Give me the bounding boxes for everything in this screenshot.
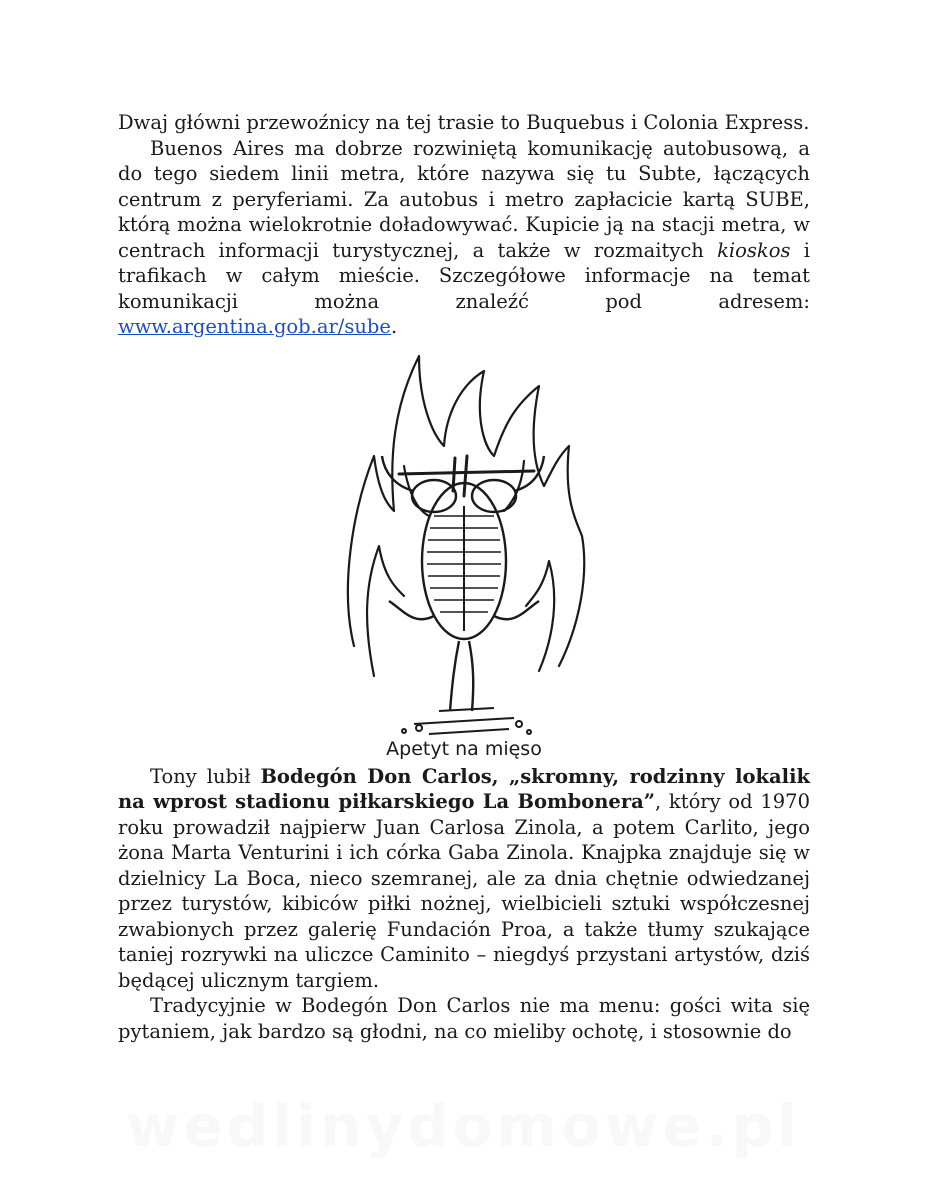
asado-illustration [334, 346, 594, 741]
paragraph-bodegon [118, 764, 810, 994]
sube-link[interactable]: www.argentina.gob.ar/sube [118, 315, 391, 338]
paragraph-transport-operators [118, 110, 810, 136]
paragraph-text: Dwaj główni przewoźnicy na tej trasie to Buquebus i Colonia Express. [118, 111, 810, 134]
figure-caption: Apetyt na mięso [386, 737, 542, 760]
paragraph-text: , który od 1970 roku prowadził najpierw Juan Carlosa Zinola, a potem Carlito, jego żona Marta Venturini i ich córka Gaba Zinola. Knajpka znajduje się w dzielnicy La Boca, nieco szemranej, ale za dnia chętnie odwiedzanej przez turystów, kibiców piłki nożnej, wielbicieli sztuki współczesnej zwabionych przez galerię Fundación Proa, a także tłumy szukające taniej rozrywki na uliczce Caminito – niegdyś przystani artystów, dziś będącej ulicznym targiem. [118, 790, 810, 992]
paragraph-text: i trafikach w całym mieście. Szczegółowe informacje na temat komunikacji można znaleźć pod adresem: [118, 238, 810, 313]
italic-term: kioskos [717, 238, 791, 262]
watermark: wedlinydomowe.pl [125, 1092, 802, 1160]
page-content [118, 110, 810, 1044]
paragraph-text: Tony lubił [150, 764, 261, 788]
paragraph-text: Buenos Aires ma dobrze rozwiniętą komunikację autobusową, a do tego siedem linii metra, które nazywa się tu Subte, łączących centrum z peryferiami. Za autobus i metro zapłacicie kartą SUBE, którą można wielokrotnie doładowywać. Kupicie ją na stacji metra, w centrach informacji turystycznej, a także w rozmaitych [118, 136, 810, 262]
paragraph-no-menu [118, 993, 810, 1044]
paragraph-text: Tradycyjnie w Bodegón Don Carlos nie ma menu: gości wita się pytaniem, jak bardzo są głodni, na co mieliby ochotę, i stosownie do [118, 994, 810, 1043]
paragraph-buenos-aires-transport: Buenos Aires ma dobrze rozwiniętą komunikację autobusową, a do tego siedem linii metra, które nazywa się tu Subte, łączących centrum z peryferiami. Za autobus i metro zapłacicie kartą SUBE, którą można wielokrotnie doładowywać. Kupicie ją na stacji metra, w centrach informacji turystycznej, a także w rozmaitych kioskos i trafikach w całym mieście. Szczegółowe informacje na temat komunikacji można znaleźć pod adresem: www.argentina.gob.ar/sube. [118, 136, 810, 338]
bold-highlight: Bodegón Don Carlos, „skromny, rodzinny lokalik na wprost stadionu piłkarskiego La Bombonera” [118, 764, 810, 813]
